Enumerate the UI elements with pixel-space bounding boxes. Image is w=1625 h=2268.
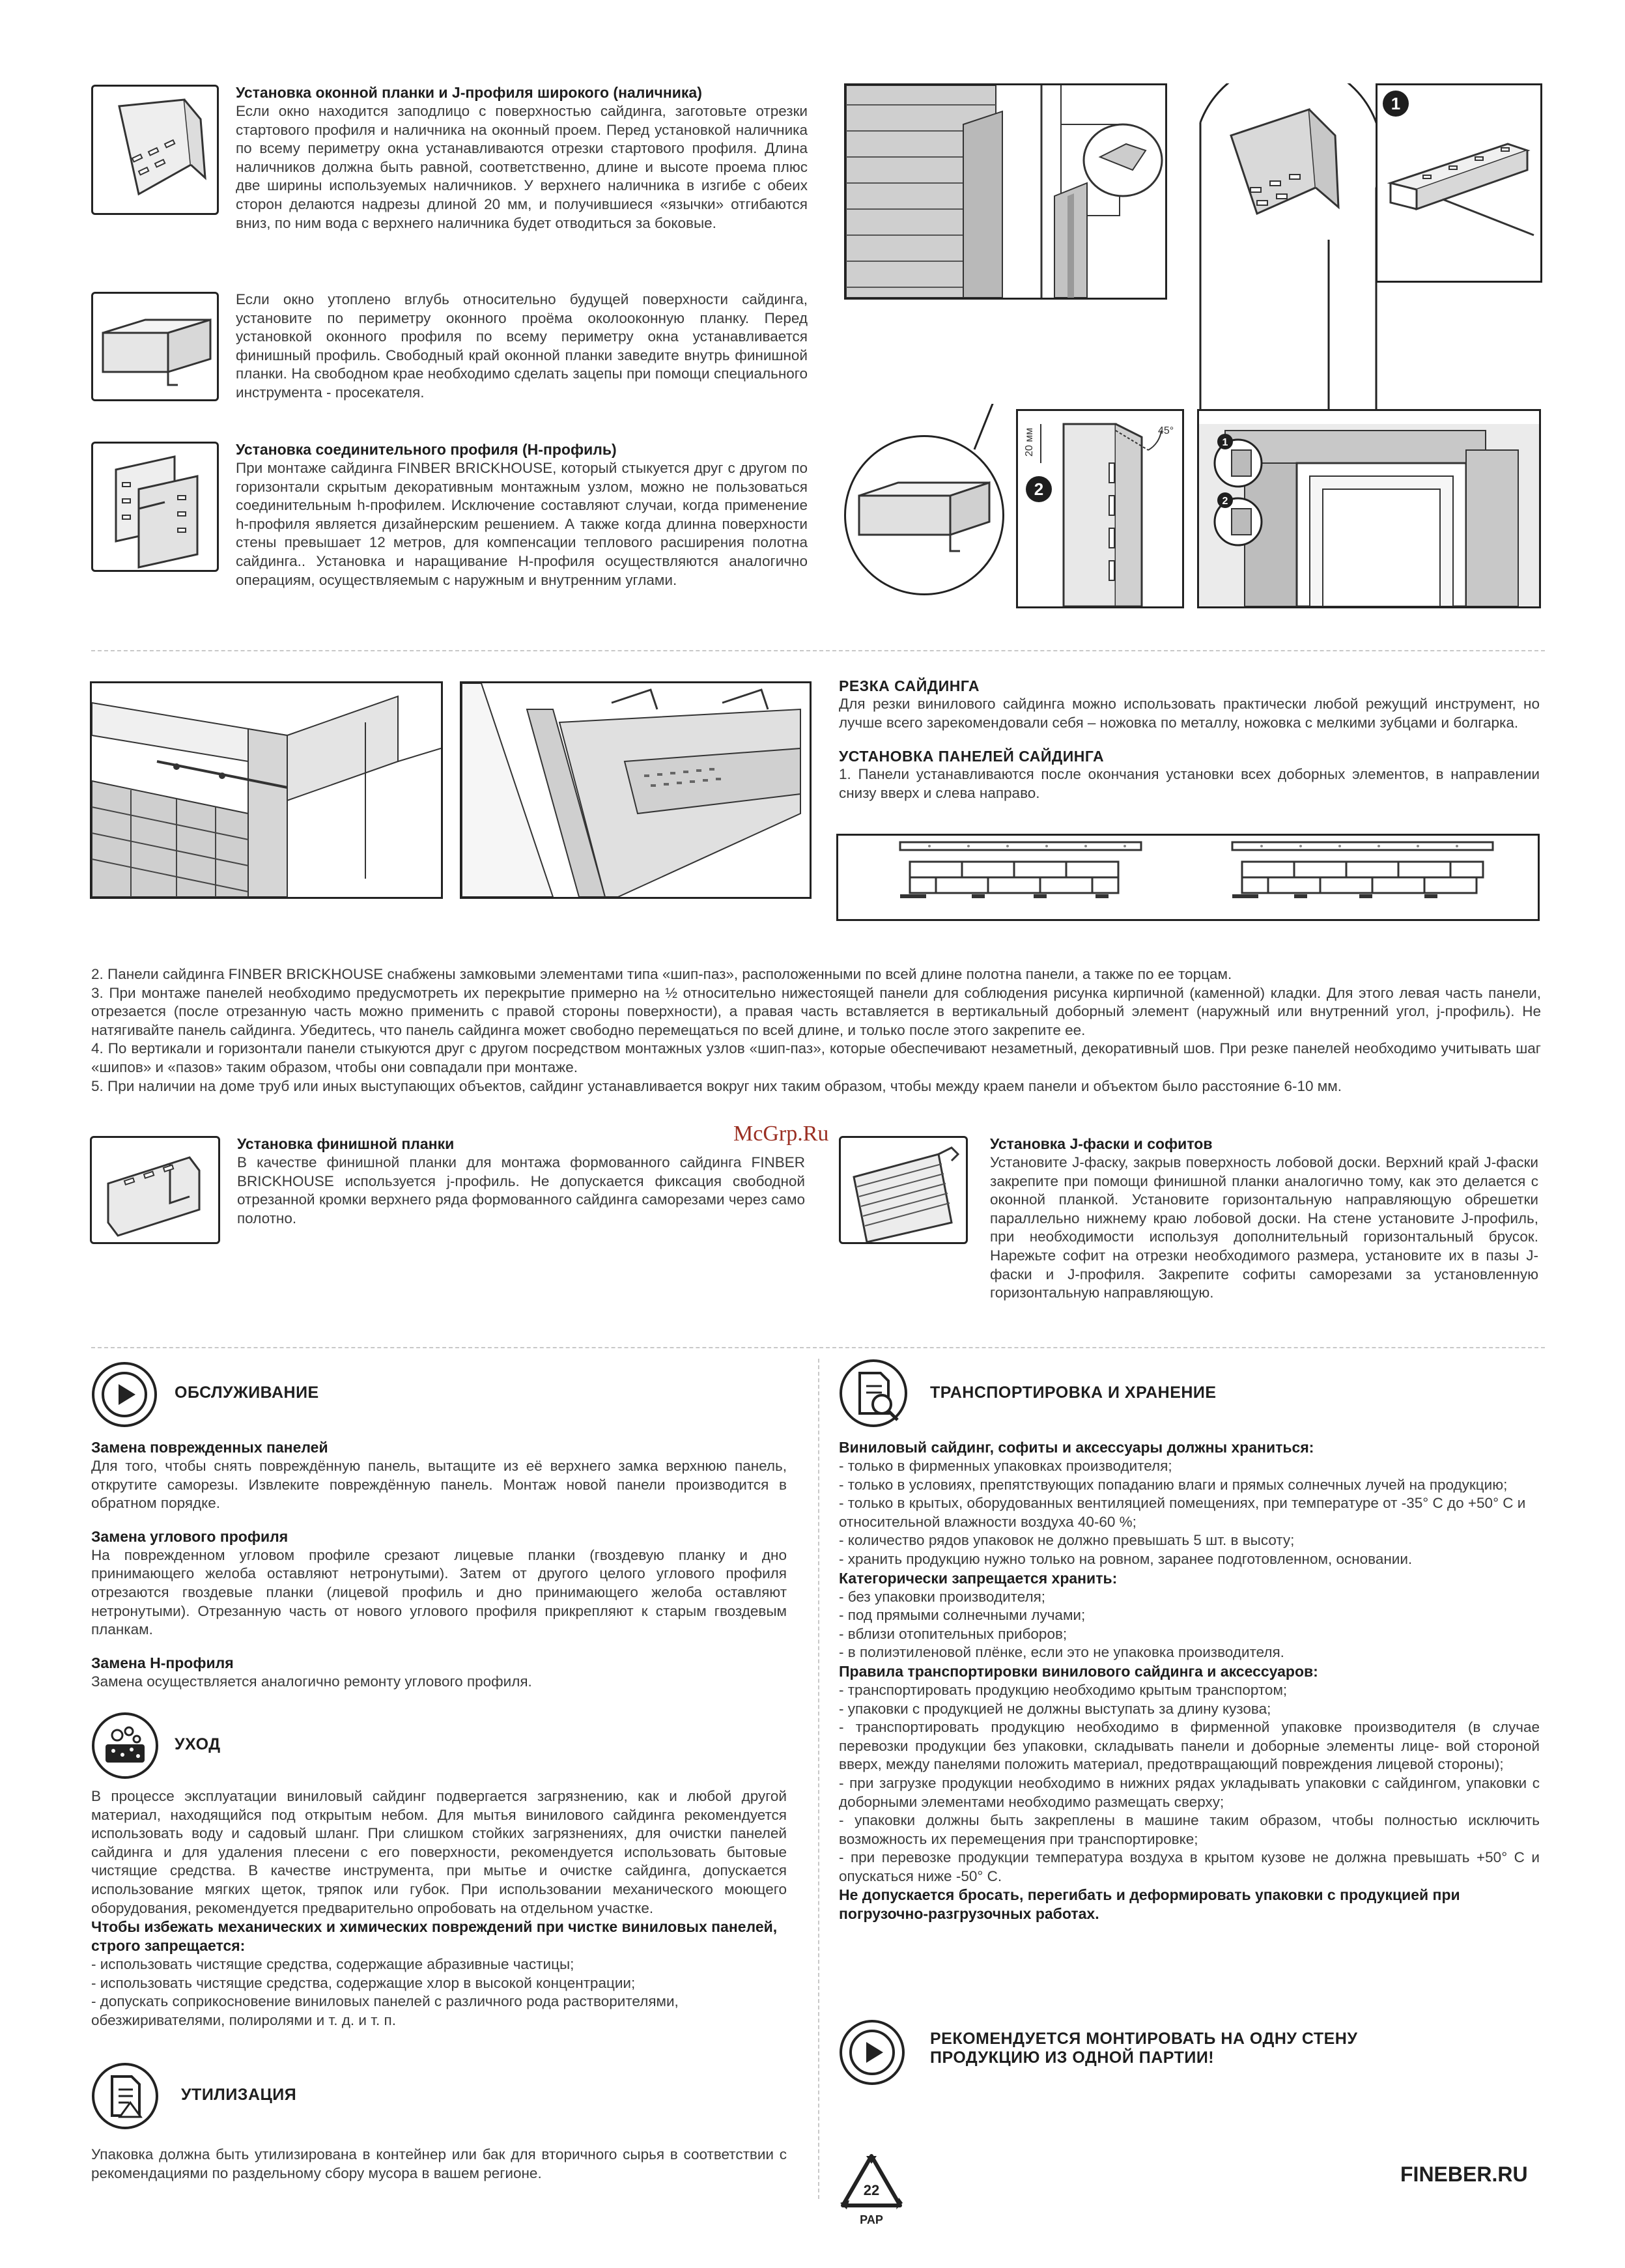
panel-install-drawing-left [90,681,443,899]
rules-item: - упаковки с продукцией не должны выступать за длину кузова; [839,1700,1271,1717]
bottom-divider [91,1347,1545,1348]
window-trim-icon-box [91,292,219,401]
window-profile-title: Установка оконной планки и J-профиля широкого (наличника) [236,84,702,101]
window-corner-diagram [844,83,1167,300]
item-3: 3. При монтаже панелей необходимо предусмотреть их перекрытие примерно на ½ относительно нижестоящей панели для соблюдения рисунка кирпичной (каменной) кладки. Для этого левая часть панели, отрезается (после отрезанную часть можно применить с правой стороны поверхности), а правая часть вставляется в вертикальный доборный элемент (наружный или внутренний угол, j-профиль). Не натягивайте панель сайдинга. Убедитесь, что панель сайдинга может свободно перемещаться по всей длине, и только после этого закрепите ее. [91,984,1541,1038]
care-list [91,1955,787,2030]
care-icon [91,1712,159,1779]
transport-title: ТРАНСПОРТИРОВКА И ХРАНЕНИЕ [930,1383,1217,1402]
forbidden-list [839,1588,1540,1662]
storage-item: - только в условиях, препятствующих попаданию влаги и прямых солнечных лучей на продукцию; [839,1476,1508,1493]
section-divider [91,650,1545,651]
window-profile-text: Если окно находится заподлицо с поверхностью сайдинга, заготовьте отрезки стартового профиля и наличника на оконный проем. Перед установкой наличника по всему периметру окна устанавливаются отрезки стартового профиля. Длина наличников должна быть равной, соответственно, длине и высоте проема плюс две ширины используемых наличников. У верхнего наличника в изгибе с обеих сторон делаются надрезы длиной 20 мм, и получившиеся «язычки» отгибаются вниз, по ним вода с верхнего наличника будет отводиться за боковые. [236,103,808,231]
recommend-line1: РЕКОМЕНДУЕТСЯ МОНТИРОВАТЬ НА ОДНУ СТЕНУ [930,2030,1358,2048]
forbidden-item: - под прямыми солнечными лучами; [839,1607,1086,1624]
care-title: УХОД [175,1735,221,1753]
recommend-icon [839,2019,905,2086]
panels-install-item1: 1. Панели устанавливаются после окончания установки всех доборных элементов, в направлении снизу вверх и слева направо. [839,766,1540,801]
assembly-step2-badge: 2 [1222,496,1228,507]
rules-item: - транспортировать продукцию необходимо в фирменной упаковке производителя (в случае перевозки продукции без упаковки, складывать панели и доборные элементы лице- вой стороной вверх, между панелями положить материал, предотвращающий повреждения лицевой стороны); [839,1719,1540,1773]
soffit-text: Установите J-фаску, закрыв поверхность лобовой доски. Верхний край J-фаски закрепите при помощи финишной планки аналогично тому, как это делается с оконной планкой. Установите горизонтальную направляющую обрешетки параллельно нижнему краю лобовой доски. На стене установите J-профиль, при необходимости используя дополнительный горизонтальный брусок. Нарежьте софит на отрезки необходимого размера, установите их в пазы J-фаски и J-профиля. Закрепите софиты саморезами за установленную горизонтальную направляющую. [990,1154,1538,1301]
disposal-text: Упаковка должна быть утилизирована в контейнер или бак для вторичного сырья в соответствии с рекомендациями по раздельному сбору мусора в вашем регионе. [91,2146,787,2181]
trim-detail-circle [844,435,1004,595]
rules-item: - при перевозке продукции температура воздуха в крытом кузове не должна превышать +50° С и опускаться ниже -50° С. [839,1849,1540,1884]
forbidden-item: - вблизи отопительных приборов; [839,1625,1067,1642]
service-icon [91,1361,158,1428]
soffit-icon-box [839,1136,968,1244]
step2-cut-diagram [1016,409,1184,608]
service-text2: На поврежденном угловом профиле срезают лицевые планки (гвоздевую планку и дно принимающего желоба оставляют нетронутыми). Затем от другого целого углового профиля отрезаются гвоздевые планки (лицевой профиль и дно принимающего желоба оставляют нетронутыми). Отрезанную часть от нового углового профиля прикрепляют к старым гвоздевым планкам. [91,1546,787,1638]
dim-label: 20 мм [1024,427,1035,457]
h-profile-title: Установка соединительного профиля (Н-профиль) [236,441,617,458]
window-profile-icon-box [91,85,219,215]
forbidden-head: Категорически запрещается хранить: [839,1569,1118,1587]
service-text3: Замена осуществляется аналогично ремонту углового профиля. [91,1673,532,1690]
service-text1: Для того, чтобы снять повреждённую панель, вытащите из её верхнего замка верхнюю панель, открутите саморезы. Извлеките повреждённую панель. Монтаж новой панели производится в обратном порядке. [91,1458,787,1512]
watermark: McGrp.Ru [733,1122,829,1146]
soffit-install-drawing [460,681,812,899]
care-text: В процессе эксплуатации виниловый сайдинг подвергается загрязнению, как и любой другой материал, находящийся под открытым небом. Для мытья винилового сайдинга рекомендуется использовать воду и садовый шланг. При слишком стойких загрязнениях, для очистки панелей сайдинга и для удаления плесени с его поверхности, рекомендуется использовать бытовые чистящие средства. В качестве инструмента, при мытье и очистке сайдинга, допускается использование мягких щеток, тряпок или губок. При использовании механического моющего оборудования, рекомендуется предварительно опробовать на отдельном участке. [91,1788,787,1916]
cutting-text: Для резки винилового сайдинга можно использовать практически любой режущий инструмент, но лучше всего зарекомендовали себя – ножовка по металлу, ножовка с мелкими зубцами и болгарка. [839,696,1540,731]
storage-item: - хранить продукцию нужно только на ровном, заранее подготовленном, основании. [839,1550,1413,1567]
forbidden-item: - без упаковки производителя; [839,1588,1046,1605]
rules-item: - при загрузке продукции необходимо в нижних рядах укладывать упаковки с сайдингом, упаковки с доборными элементами необходимо размещать сверху; [839,1774,1540,1810]
storage-item: - только в крытых, оборудованных вентиляцией помещениях, при температуре от -35° С до +50° С и относительной влажности воздуха 40-60 %; [839,1495,1526,1530]
soffit-title: Установка J-фаски и софитов [990,1135,1213,1152]
item-2: 2. Панели сайдинга FINBER BRICKHOUSE снабжены замковыми элементами типа «шип-паз», расположенными по всей длине полотна панели, а также по ее торцам. [91,966,1232,982]
transport-icon [839,1359,908,1428]
item-4: 4. По вертикали и горизонтали панели стыкуются друг с другом посредством монтажных узлов «шип-паз», которые обеспечивают незаметный, декоративный шов. При резке панелей необходимо учитывать шаг «шипов» и «пазов» таким образом, чтобы они совпадали при монтаже. [91,1040,1541,1075]
recommend-line2: ПРОДУКЦИЮ ИЗ ОДНОЙ ПАРТИИ! [930,2048,1215,2067]
finish-profile-icon [92,1138,218,1242]
h-profile-icon-box [91,442,219,572]
service-sub1: Замена поврежденных панелей [91,1439,328,1456]
column-divider [818,1359,819,2199]
rules-item: - транспортировать продукцию необходимо крытым транспортом; [839,1681,1288,1698]
panels-install-title: УСТАНОВКА ПАНЕЛЕЙ САЙДИНГА [839,748,1105,765]
window-profile-icon [93,87,217,213]
storage-item: - только в фирменных упаковках производителя; [839,1458,1172,1474]
finish-icon-box [90,1136,220,1244]
soffit-icon [841,1138,966,1242]
forbidden-item: - в полиэтиленовой плёнке, если это не упаковка производителя. [839,1644,1284,1661]
recycle-symbol [838,2151,905,2228]
window-trim-icon [93,294,217,399]
assembly-step1-badge: 1 [1222,437,1228,448]
transport-final: Не допускается бросать, перегибать и деформировать упаковки с продукцией при погрузочно-разгрузочных работах. [839,1886,1460,1923]
storage-item: - количество рядов упаковок не должно превышать 5 шт. в высоту; [839,1532,1295,1549]
rules-list [839,1681,1540,1886]
storage-head: Виниловый сайдинг, софиты и аксессуары должны храниться: [839,1439,1314,1456]
site-url[interactable]: FINEBER.RU [1400,2162,1528,2186]
window-recessed-text: Если окно утоплено вглубь относительно будущей поверхности сайдинга, установите по периметру оконного проёма околооконную планку. Перед установкой оконного профиля по всему периметру окна устанавливается финишный профиль. Свободный край оконной планки заведите внутрь финишной планки. На свободном крае необходимо сделать зацепы при помощи специального инструмента - просекателя. [236,291,808,401]
care-warning: Чтобы избежать механических и химических повреждений при чистке виниловых панелей, строго запрещается: [91,1918,778,1955]
service-sub2: Замена углового профиля [91,1527,289,1545]
cutting-title: РЕЗКА САЙДИНГА [839,677,980,694]
step2-badge: 2 [1034,479,1044,499]
rules-head: Правила транспортировки винилового сайдинга и аксессуаров: [839,1662,1318,1680]
angle-label: 45° [1158,425,1174,436]
h-profile-text: При монтаже сайдинга FINBER BRICKHOUSE, который стыкуется друг с другом по горизонтали скрытым декоративным монтажным узлом, можно не пользоваться соединительным h-профилем. Исключение составляют случаи, когда применение h-профиля является дизайнерским решением. А также когда длинна поверхности стены превышает 12 метров, для компенсации теплового расширения полотна сайдинга.. Установка и наращивание Н-профиля осуществляются аналогично операциям, осуществляемым с наружным и внутренним углами. [236,460,808,588]
recycle-number: 22 [863,2182,880,2198]
disposal-icon [91,2062,159,2130]
item-5: 5. При наличии на доме труб или иных выступающих объектов, сайдинг устанавливается вокруг них таким образом, чтобы между краем панели и объектом было расстояние 6-10 мм. [91,1077,1342,1094]
storage-list [839,1457,1540,1569]
care-list-item: - использовать чистящие средства, содержащие хлор в высокой концентрации; [91,1974,636,1991]
rules-item: - упаковки должны быть закреплены в машине таким образом, чтобы полностью исключить возможность их перемещения при транспортировке; [839,1812,1540,1847]
service-sub3: Замена Н-профиля [91,1654,234,1671]
recycle-code: PAP [860,2213,883,2226]
h-profile-icon [93,444,217,570]
care-list-item: - допускать соприкосновение виниловых панелей с различного рода растворителями, обезжиривателями, полиролями и т. д. и т. п. [91,1993,679,2028]
step1-badge: 1 [1391,94,1401,113]
step1-drip-diagram [1376,83,1542,283]
finish-text: В качестве финишной планки для монтажа формованного сайдинга FINBER BRICKHOUSE используется j-профиль. Не допускается фиксация свободной отрезанной кромки верхнего ряда формованного сайдинга саморезами через само полотно. [237,1154,805,1226]
window-assembly-diagram [1197,409,1541,608]
care-list-item: - использовать чистящие средства, содержащие абразивные частицы; [91,1956,574,1973]
finish-title: Установка финишной планки [237,1135,455,1152]
disposal-title: УТИЛИЗАЦИЯ [181,2086,297,2104]
panel-direction-diagram [836,834,1540,921]
service-title: ОБСЛУЖИВАНИЕ [175,1383,319,1402]
